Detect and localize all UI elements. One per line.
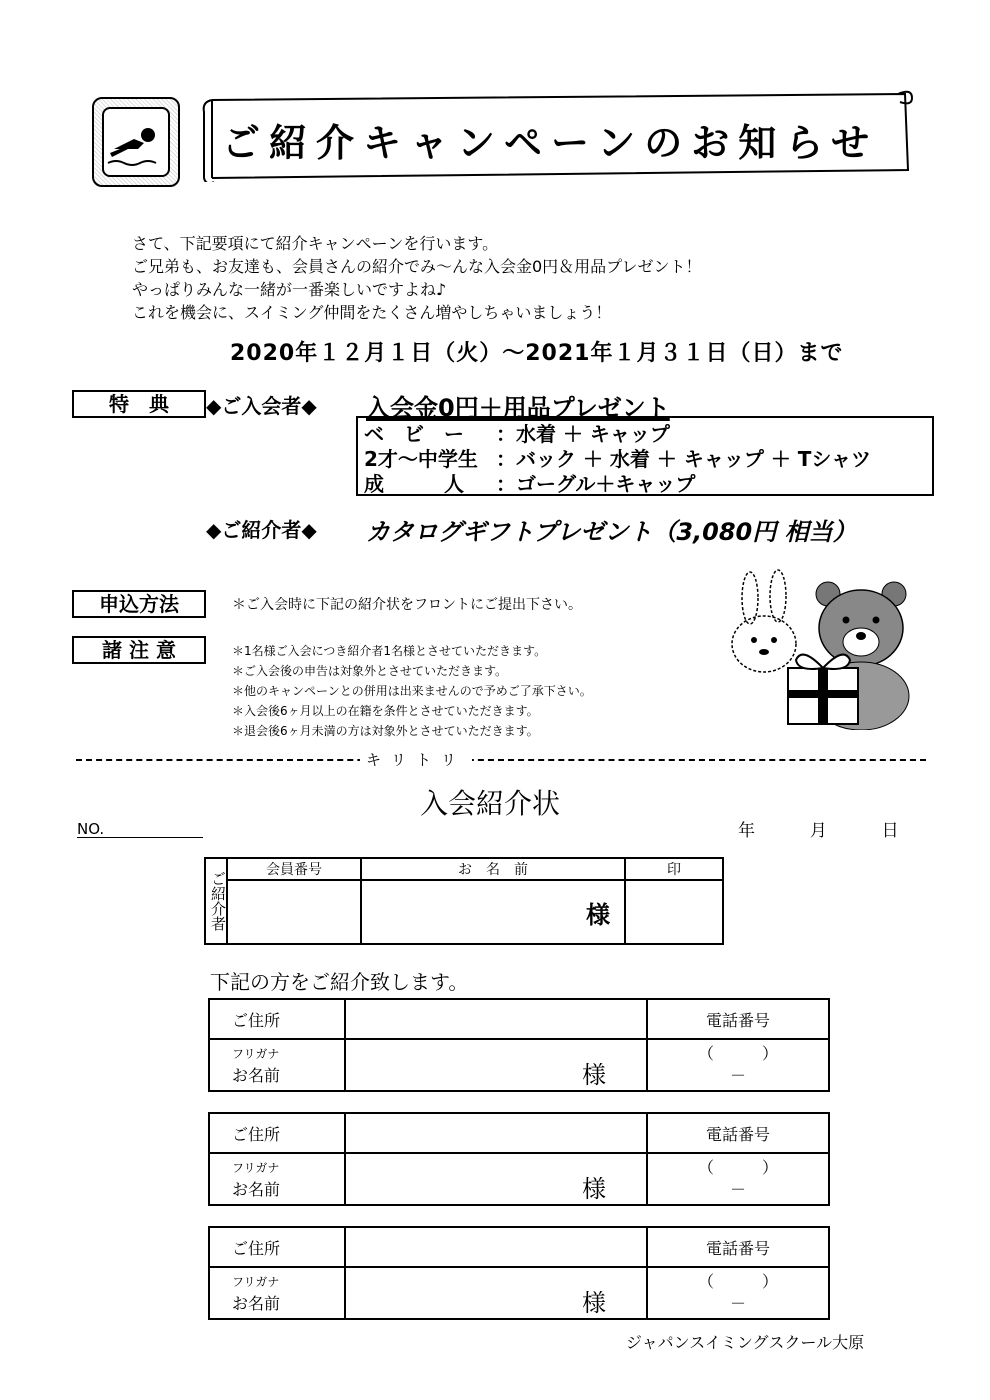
swimmer-logo	[92, 97, 180, 187]
referrer-side-label: ご紹介者	[205, 858, 227, 944]
gift-who: 2才～中学生	[364, 447, 478, 471]
entry-table-1	[208, 998, 830, 1092]
gift-row-adult	[364, 468, 695, 497]
furigana-label: フリガナ	[232, 1161, 280, 1175]
new-member-benefit: 入会金0円＋用品プレゼント	[366, 394, 670, 422]
benefits-label: 特 典	[72, 390, 206, 418]
notes-list	[232, 641, 592, 741]
referrer-table	[204, 857, 724, 945]
day-label: 日	[881, 821, 899, 841]
address-field[interactable]	[345, 1227, 647, 1267]
gift-colon: ：	[496, 447, 516, 471]
honorific: 様	[582, 1175, 606, 1203]
phone-dash: －	[729, 1066, 746, 1085]
campaign-period: 2020年１２月１日（火）～2021年１月３１日（日）まで	[230, 341, 844, 366]
name-text: お名前	[232, 1066, 281, 1085]
page-title: ご紹介キャンペーンのお知らせ	[222, 121, 879, 165]
name-text: お名前	[232, 1180, 281, 1199]
date-field[interactable]	[738, 816, 899, 841]
address-label: ご住所	[209, 1113, 345, 1153]
note-item: ＊1名様ご入会につき紹介者1名様とさせていただきます。	[232, 644, 547, 658]
name-label	[209, 1153, 345, 1205]
phone-paren: （ ）	[697, 1272, 778, 1291]
gift-what: ゴーグル＋キャップ	[516, 472, 696, 496]
apply-label: 申込方法	[72, 590, 206, 618]
cut-line	[76, 759, 926, 761]
phone-field[interactable]	[647, 1153, 829, 1205]
intro-text	[132, 232, 702, 324]
gift-colon: ：	[496, 422, 516, 446]
referrer-label: ◆ご紹介者◆	[206, 518, 317, 542]
apply-text: ＊ご入会時に下記の紹介状をフロントにご提出下さい。	[232, 597, 582, 613]
address-label: ご住所	[209, 1227, 345, 1267]
introduce-heading: 下記の方をご紹介致します。	[210, 970, 469, 994]
gift-who: 成 人	[364, 472, 464, 496]
name-field[interactable]	[345, 1267, 647, 1319]
referrer-benefit: カタログギフトプレゼント（3,080円 相当）	[366, 518, 857, 546]
new-member-label: ◆ご入会者◆	[206, 394, 317, 418]
footer-school-name: ジャパンスイミングスクール大原	[626, 1333, 865, 1352]
phone-field[interactable]	[647, 1267, 829, 1319]
phone-dash: －	[729, 1180, 746, 1199]
address-field[interactable]	[345, 1113, 647, 1153]
phone-paren: （ ）	[697, 1158, 778, 1177]
phone-field[interactable]	[647, 1039, 829, 1091]
swimmer-icon	[104, 109, 168, 175]
month-label: 月	[809, 821, 827, 841]
gift-what: 水着 ＋ キャップ	[516, 422, 670, 446]
name-field[interactable]	[345, 1153, 647, 1205]
member-number-header: 会員番号	[227, 858, 361, 880]
entry-table-3	[208, 1226, 830, 1320]
intro-line: ご兄弟も、お友達も、会員さんの紹介でみ～んな入会金0円＆用品プレゼント！	[132, 257, 702, 276]
no-field-line[interactable]	[77, 837, 203, 838]
referrer-name-field[interactable]	[361, 880, 625, 944]
rabbit-bear-gift-illustration	[718, 558, 930, 730]
furigana-label: フリガナ	[232, 1047, 280, 1061]
intro-line: さて、下記要項にて紹介キャンペーンを行います。	[132, 234, 499, 253]
note-item: ＊他のキャンペーンとの併用は出来ませんので予めご了承下さい。	[232, 684, 592, 698]
member-number-field[interactable]	[227, 880, 361, 944]
name-text: お名前	[232, 1294, 281, 1313]
honorific: 様	[586, 900, 610, 929]
phone-label: 電話番号	[647, 1227, 829, 1267]
address-label: ご住所	[209, 999, 345, 1039]
year-label: 年	[738, 821, 755, 841]
seal-header: 印	[625, 858, 723, 880]
honorific: 様	[582, 1061, 606, 1089]
furigana-label: フリガナ	[232, 1275, 280, 1289]
cut-text: キリトリ	[360, 749, 472, 770]
note-item: ＊退会後6ヶ月未満の方は対象外とさせていただきます。	[232, 724, 539, 738]
entry-table-2	[208, 1112, 830, 1206]
name-field[interactable]	[345, 1039, 647, 1091]
gift-colon: ：	[496, 472, 516, 496]
address-field[interactable]	[345, 999, 647, 1039]
phone-label: 電話番号	[647, 999, 829, 1039]
phone-dash: －	[729, 1294, 746, 1313]
note-item: ＊ご入会後の申告は対象外とさせていただきます。	[232, 664, 508, 678]
gift-who: ベ ビ ー	[364, 422, 464, 446]
seal-field[interactable]	[625, 880, 723, 944]
intro-line: やっぱりみんな一緒が一番楽しいですよね♪	[132, 280, 447, 299]
name-label	[209, 1267, 345, 1319]
gift-what: バック ＋ 水着 ＋ キャップ ＋ Tシャツ	[516, 447, 872, 471]
phone-label: 電話番号	[647, 1113, 829, 1153]
intro-line: これを機会に、スイミング仲間をたくさん増やしちゃいましょう！	[132, 303, 612, 322]
name-header: お 名 前	[361, 858, 625, 880]
form-title: 入会紹介状	[420, 787, 561, 820]
name-label	[209, 1039, 345, 1091]
phone-paren: （ ）	[697, 1044, 778, 1063]
note-item: ＊入会後6ヶ月以上の在籍を条件とさせていただきます。	[232, 704, 539, 718]
gift-box	[356, 416, 934, 496]
notes-label: 諸 注 意	[72, 636, 206, 664]
honorific: 様	[582, 1289, 606, 1317]
no-label: NO.	[77, 820, 105, 838]
